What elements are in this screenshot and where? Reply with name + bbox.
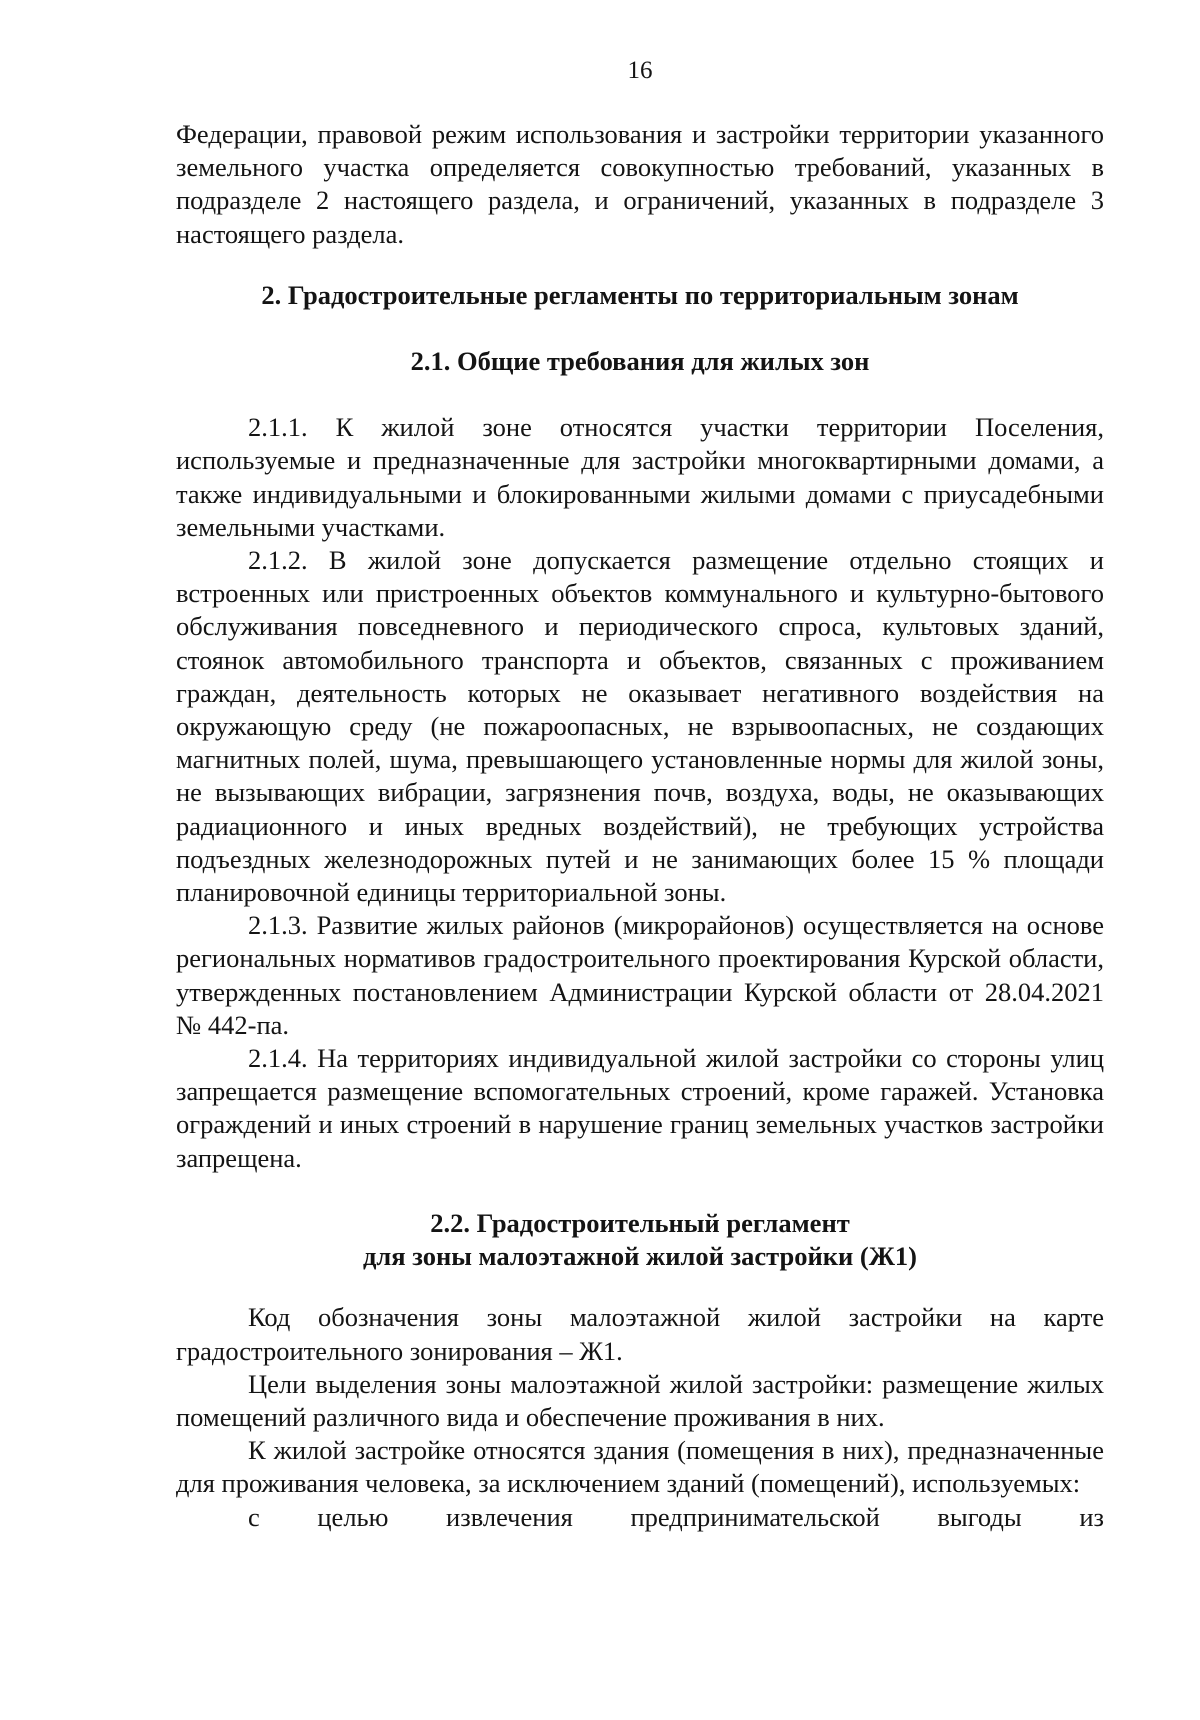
paragraph-zone-goals: Цели выделения зоны малоэтажной жилой застройки: размещение жилых помещений различного вида и обеспечение проживания в них. (176, 1368, 1104, 1432)
document-body (176, 118, 1104, 1534)
paragraph-residential-buildings: К жилой застройке относятся здания (помещения в них), предназначенные для проживания человека, за исключением зданий (помещений), используемых: (176, 1435, 1104, 1499)
section-2-1-heading: 2.1. Общие требования для жилых зон (410, 346, 870, 377)
paragraph-2-1-4: 2.1.4. На территориях индивидуальной жилой застройки со стороны улиц запрещается размещение вспомогательных строений, кроме гаражей. Установка ограждений и иных строений в нарушение границ земельных участков застройки запрещена. (176, 1043, 1104, 1173)
last-line-word: с (248, 1501, 260, 1532)
paragraph-2-1-2: 2.1.2. В жилой зоне допускается размещение отдельно стоящих и встроенных или пристроенных объектов коммунального и культурно-бытового обслуживания повседневного и периодического спроса, культовых зданий, стоянок автомобильного транспорта и объектов, связанных с проживанием граждан, деятельность которых не оказывает негативного воздействия на окружающую среду (не пожароопасных, не взрывоопасных, не создающих магнитных полей, шума, превышающего установленные нормы для жилой зоны, не вызывающих вибрации, загрязнения почв, воздуха, воды, не оказывающих радиационного и иных вредных воздействий), не требующих устройства подъездных железнодорожных путей и не занимающих более 15 % площади планировочной единицы территориальной зоны. (176, 545, 1104, 908)
section-2-2-heading-line1: 2.2. Градостроительный регламент (430, 1207, 850, 1238)
paragraph-2-1-3: 2.1.3. Развитие жилых районов (микрорайонов) осуществляется на основе региональных нормативов градостроительного проектирования Курской области, утвержденных постановлением Администрации Курской области от 28.04.2021 № 442-па. (176, 910, 1104, 1040)
last-line-word: выгоды (937, 1501, 1022, 1532)
last-line-word: предпринимательской (630, 1501, 880, 1532)
section-2-heading: 2. Градостроительные регламенты по территориальным зонам (261, 279, 1019, 310)
last-line-word: из (1079, 1501, 1104, 1532)
paragraph-2-1-1: 2.1.1. К жилой зоне относятся участки территории Поселения, используемые и предназначенные для застройки многоквартирными домами, а также индивидуальными и блокированными жилыми домами с приусадебными земельными участками. (176, 412, 1104, 542)
last-line-word: целью (317, 1501, 389, 1532)
last-line-word: извлечения (446, 1501, 573, 1532)
page-number: 16 (627, 57, 653, 84)
section-2-2-heading-line2: для зоны малоэтажной жилой застройки (Ж1) (362, 1241, 918, 1272)
paragraph-zone-code: Код обозначения зоны малоэтажной жилой застройки на карте градостроительного зонирования – Ж1. (176, 1302, 1104, 1366)
intro-paragraph: Федерации, правовой режим использования и застройки территории указанного земельного участка определяется совокупностью требований, указанных в подразделе 2 настоящего раздела, и ограничений, указанных в подразделе 3 настоящего раздела. (176, 119, 1104, 249)
last-line (176, 1501, 1104, 1534)
